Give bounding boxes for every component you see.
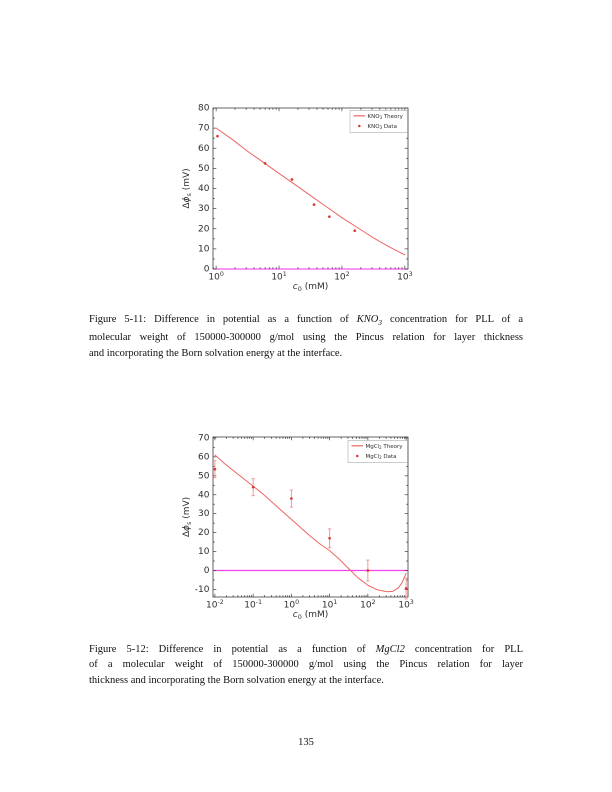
svg-text:10-2: $10^{-2}$ (206, 599, 224, 611)
svg-text:10: 10 (198, 244, 210, 255)
svg-text:100: $10^0$ (283, 599, 300, 611)
svg-text:30: 30 (198, 204, 210, 215)
caption-figure-5-11: Figure 5-11: Difference in potential as a function of $KNO_3$ concentration for PLL of a molecular weight of 150000-300000 g/mol using the Pincus relation for layer thickness and incorporating the Born solvation energy at the interface. (89, 314, 523, 359)
svg-text:MgCl2 Theory: MgCl$_2$ Theory (365, 443, 403, 450)
svg-text:50: 50 (198, 471, 210, 482)
svg-text:100: $10^0$ (208, 271, 224, 283)
svg-text:70: 70 (198, 123, 210, 134)
svg-text:MgCl2 Data: MgCl$_2$ Data (365, 454, 397, 461)
svg-text:KNO3 Data: $KNO_3$ Data (367, 124, 397, 131)
svg-text:20: 20 (198, 224, 210, 235)
svg-text:40: 40 (198, 184, 210, 194)
svg-text:50: 50 (198, 163, 210, 174)
svg-text:Δϕs (mV): $\Delta\phi_s$ (mV) (182, 168, 193, 209)
svg-text:103: $10^3$ (398, 599, 414, 611)
svg-text:10: 10 (198, 547, 210, 558)
svg-text:0: 0 (203, 565, 210, 576)
svg-text:c0 (mM): $c_0$ (mM) (292, 610, 329, 621)
svg-text:60: 60 (198, 452, 210, 463)
kno3-chart (180, 98, 416, 300)
svg-text:20: 20 (198, 528, 210, 539)
svg-text:103: $10^3$ (397, 271, 413, 283)
svg-text:70: 70 (198, 433, 210, 444)
svg-text:102: $10^2$ (360, 599, 376, 611)
svg-text:30: 30 (198, 509, 210, 520)
svg-text:101: $10^1$ (321, 599, 338, 611)
svg-text:101: $10^1$ (271, 271, 287, 283)
svg-text:KNO3 Theory: $KNO_3$ Theory (367, 113, 403, 120)
svg-text:-10: -10 (194, 584, 210, 595)
svg-text:c0 (mM): $c_0$ (mM) (292, 282, 329, 293)
mgcl2-chart (180, 428, 416, 630)
svg-text:0: 0 (203, 264, 210, 275)
svg-text:40: 40 (198, 490, 210, 501)
page-number: 135 (298, 737, 314, 748)
svg-text:102: $10^2$ (334, 271, 350, 283)
caption-figure-5-12: Figure 5-12: Difference in potential as a function of MgCl2 concentration for PLL of a molecular weight of 150000-300000 g/mol using the Pincus relation for layer thickness and incorporating the Born solvation energy at the interface. (89, 644, 523, 686)
svg-text:10-1: $10^{-1}$ (244, 599, 263, 611)
svg-text:80: 80 (198, 103, 210, 114)
svg-text:Δϕs (mV): $\Delta\phi_s$ (mV) (182, 496, 193, 538)
svg-text:60: 60 (198, 143, 210, 154)
